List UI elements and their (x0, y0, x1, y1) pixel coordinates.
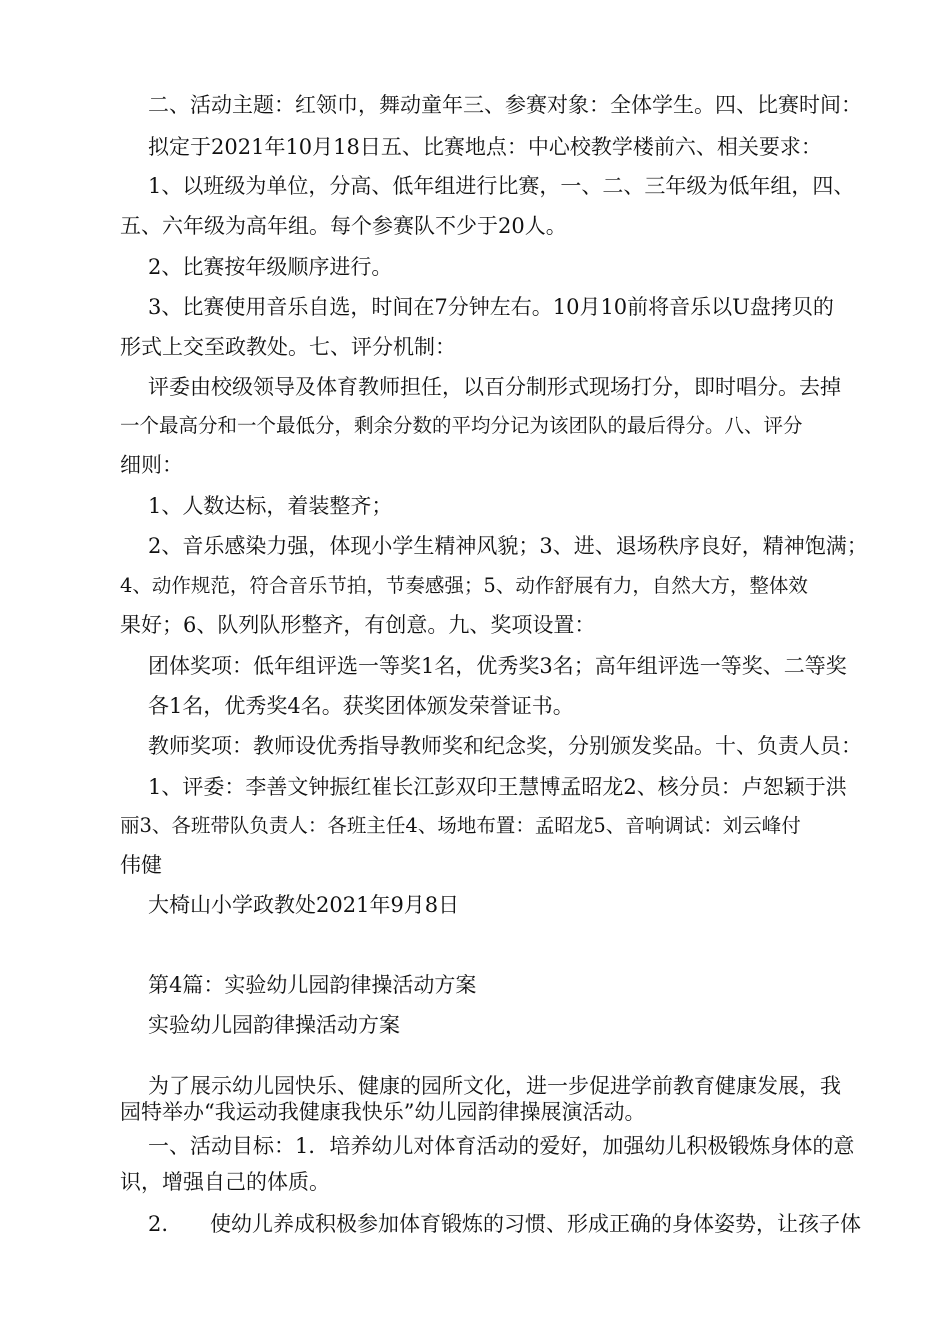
paragraph-line: 伟健 (120, 853, 162, 877)
paragraph-line: 评委由校级领导及体育教师担任，以百分制形式现场打分，即时唱分。去掉 (148, 375, 841, 399)
paragraph-line: 为了展示幼儿园快乐、健康的园所文化，进一步促进学前教育健康发展，我 (148, 1074, 841, 1098)
paragraph-line: 1、评委：李善文钟振红崔长江彭双印王慧博孟昭龙2、核分员：卢恕颖于洪 (148, 775, 847, 799)
paragraph-line: 园特举办“我运动我健康我快乐”幼儿园韵律操展演活动。 (120, 1100, 646, 1124)
paragraph-line: 果好；6、队列队形整齐，有创意。九、奖项设置： (120, 613, 596, 637)
paragraph-line: 1、以班级为单位，分高、低年组进行比赛，一、二、三年级为低年组，四、 (148, 174, 855, 198)
paragraph-line: 一个最高分和一个最低分，剩余分数的平均分记为该团队的最后得分。八、评分 (120, 414, 803, 437)
paragraph-line: 2、比赛按年级顺序进行。 (148, 255, 393, 279)
section-subheading: 实验幼儿园韵律操活动方案 (148, 1013, 400, 1037)
paragraph-line: 细则： (120, 453, 183, 477)
paragraph-line: 一、活动目标：1．培养幼儿对体育活动的爱好，加强幼儿积极锻炼身体的意 (148, 1134, 855, 1158)
paragraph-line: 1、人数达标，着装整齐； (148, 494, 393, 518)
paragraph-line: 二、活动主题：红领巾，舞动童年三、参赛对象：全体学生。四、比赛时间： (148, 93, 862, 117)
paragraph-line: 各1名，优秀奖4名。获奖团体颁发荣誉证书。 (148, 694, 574, 718)
paragraph-line: 2. 使幼儿养成积极参加体育锻炼的习惯、形成正确的身体姿势，让孩子体 (148, 1212, 862, 1236)
paragraph-line: 五、六年级为高年组。每个参赛队不少于20人。 (120, 214, 567, 238)
section-heading: 第4篇：实验幼儿园韵律操活动方案 (148, 973, 477, 997)
signature-line: 大椅山小学政教处2021年9月8日 (148, 893, 460, 917)
paragraph-line: 团体奖项：低年组评选一等奖1名，优秀奖3名；高年组评选一等奖、二等奖 (148, 654, 847, 678)
paragraph-line: 2、音乐感染力强，体现小学生精神风貌；3、进、退场秩序良好，精神饱满； (148, 534, 868, 558)
paragraph-line: 识，增强自己的体质。 (120, 1170, 330, 1194)
paragraph-line: 丽3、各班带队负责人：各班主任4、场地布置：孟昭龙5、音响调试：刘云峰付 (120, 814, 801, 837)
paragraph-line: 4、动作规范，符合音乐节拍，节奏感强；5、动作舒展有力，自然大方，整体效 (120, 574, 808, 597)
paragraph-line: 3、比赛使用音乐自选，时间在7分钟左右。10月10前将音乐以U盘拷贝的 (148, 295, 834, 319)
paragraph-line: 形式上交至政教处。七、评分机制： (120, 335, 456, 359)
paragraph-line: 教师奖项：教师设优秀指导教师奖和纪念奖，分别颁发奖品。十、负责人员： (148, 734, 862, 758)
paragraph-line: 拟定于2021年10月18日五、比赛地点：中心校教学楼前六、相关要求： (148, 135, 822, 159)
